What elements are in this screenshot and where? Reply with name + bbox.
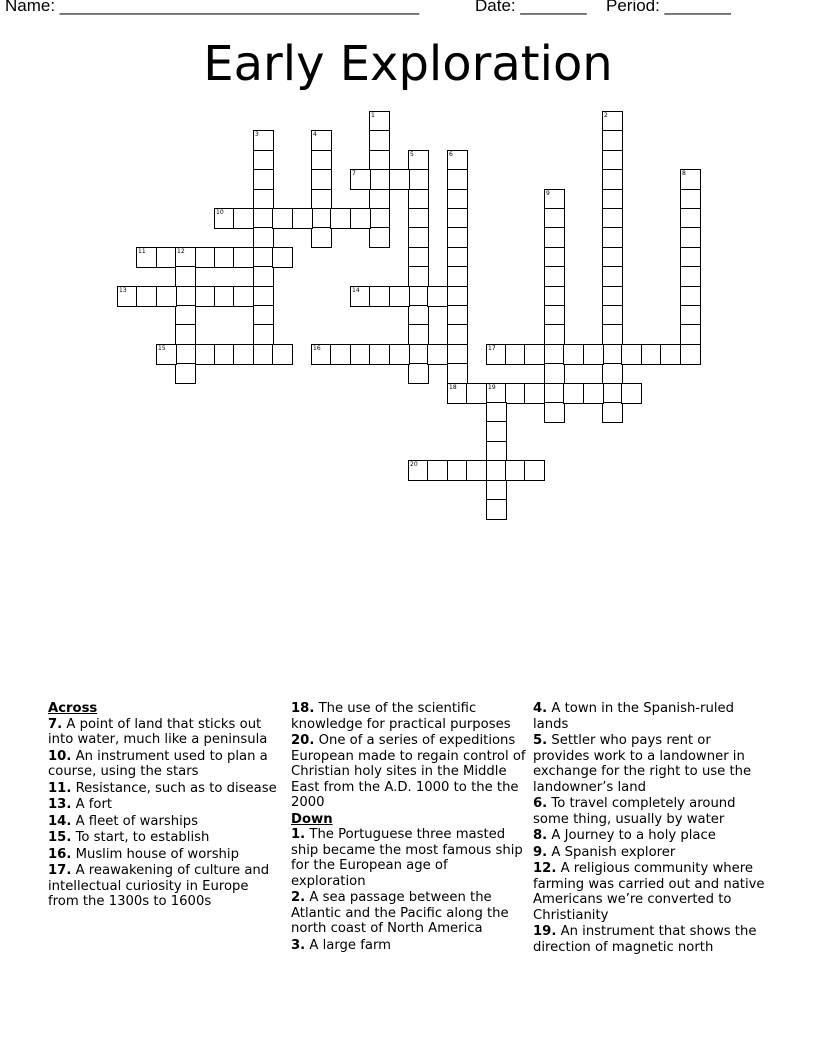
grid-cell[interactable] bbox=[253, 266, 274, 287]
grid-cell[interactable] bbox=[175, 266, 196, 287]
grid-cell[interactable] bbox=[389, 344, 410, 365]
grid-cell[interactable] bbox=[505, 344, 526, 365]
grid-cell[interactable] bbox=[524, 460, 545, 481]
grid-cell[interactable] bbox=[447, 324, 468, 345]
grid-cell[interactable] bbox=[369, 150, 390, 171]
grid-cell[interactable] bbox=[544, 324, 565, 345]
grid-cell[interactable] bbox=[583, 383, 604, 404]
clue-item: 13. A fort bbox=[48, 797, 113, 812]
clue-column-2 bbox=[291, 701, 526, 954]
grid-cell[interactable] bbox=[602, 169, 623, 190]
across-clues-list bbox=[48, 717, 278, 910]
grid-cell[interactable] bbox=[408, 344, 429, 365]
grid-cell[interactable] bbox=[602, 383, 623, 404]
clue-number: 6 bbox=[449, 151, 453, 158]
grid-cell[interactable] bbox=[427, 460, 448, 481]
grid-cell[interactable] bbox=[214, 208, 235, 229]
grid-cell[interactable] bbox=[389, 169, 410, 190]
grid-cell[interactable] bbox=[602, 305, 623, 326]
clue-number: 16 bbox=[313, 345, 321, 352]
grid-cell[interactable] bbox=[350, 169, 371, 190]
grid-cell[interactable] bbox=[233, 344, 254, 365]
grid-cell[interactable] bbox=[505, 383, 526, 404]
grid-cell[interactable] bbox=[621, 383, 642, 404]
grid-cell[interactable] bbox=[680, 227, 701, 248]
grid-cell[interactable] bbox=[447, 189, 468, 210]
grid-cell[interactable] bbox=[175, 324, 196, 345]
grid-cell[interactable] bbox=[253, 344, 274, 365]
grid-cell[interactable] bbox=[253, 130, 274, 151]
grid-cell[interactable] bbox=[602, 111, 623, 132]
grid-cell[interactable] bbox=[680, 247, 701, 268]
grid-cell[interactable] bbox=[408, 305, 429, 326]
grid-cell[interactable] bbox=[369, 130, 390, 151]
grid-cell[interactable] bbox=[680, 189, 701, 210]
grid-cell[interactable] bbox=[602, 247, 623, 268]
grid-cell[interactable] bbox=[311, 208, 332, 229]
grid-cell[interactable] bbox=[486, 460, 507, 481]
grid-cell[interactable] bbox=[680, 305, 701, 326]
clue-item: 19. An instrument that shows the direction of magnetic north bbox=[533, 924, 757, 955]
grid-cell[interactable] bbox=[544, 247, 565, 268]
grid-cell[interactable] bbox=[253, 150, 274, 171]
clue-number: 11 bbox=[138, 248, 146, 255]
grid-cell[interactable] bbox=[117, 286, 138, 307]
clue-number: 1 bbox=[371, 112, 375, 119]
grid-cell[interactable] bbox=[175, 286, 196, 307]
grid-cell[interactable] bbox=[214, 344, 235, 365]
grid-cell[interactable] bbox=[544, 363, 565, 384]
name-field[interactable]: Name: ______________________________________ bbox=[5, 0, 420, 15]
grid-cell[interactable] bbox=[544, 383, 565, 404]
clue-number: 9 bbox=[546, 190, 550, 197]
clue-item: 20. One of a series of expeditions European made to regain control of Christian holy sites in the Middle East from the A.D. 1000 to the the 2000 bbox=[291, 733, 526, 810]
grid-cell[interactable] bbox=[408, 363, 429, 384]
clue-number: 18 bbox=[449, 384, 457, 391]
grid-cell[interactable] bbox=[369, 344, 390, 365]
clue-item: 18. The use of the scientific knowledge for practical purposes bbox=[291, 701, 511, 732]
clue-number: 15 bbox=[158, 345, 166, 352]
grid-cell[interactable] bbox=[602, 344, 623, 365]
clue-number: 13 bbox=[119, 287, 127, 294]
down-clues-list bbox=[291, 827, 526, 953]
grid-cell[interactable] bbox=[408, 169, 429, 190]
clue-number: 7 bbox=[352, 170, 356, 177]
grid-cell[interactable] bbox=[602, 227, 623, 248]
grid-cell[interactable] bbox=[311, 169, 332, 190]
grid-cell[interactable] bbox=[175, 247, 196, 268]
grid-cell[interactable] bbox=[136, 247, 157, 268]
grid-cell[interactable] bbox=[447, 305, 468, 326]
grid-cell[interactable] bbox=[563, 344, 584, 365]
grid-cell[interactable] bbox=[486, 383, 507, 404]
grid-cell[interactable] bbox=[195, 247, 216, 268]
grid-cell[interactable] bbox=[447, 247, 468, 268]
grid-cell[interactable] bbox=[311, 130, 332, 151]
grid-cell[interactable] bbox=[447, 286, 468, 307]
grid-cell[interactable] bbox=[680, 286, 701, 307]
clue-item: 15. To start, to establish bbox=[48, 830, 210, 845]
grid-cell[interactable] bbox=[408, 266, 429, 287]
clue-number: 12 bbox=[177, 248, 185, 255]
clue-item: 11. Resistance, such as to disease bbox=[48, 780, 277, 796]
grid-cell[interactable] bbox=[233, 208, 254, 229]
grid-cell[interactable] bbox=[486, 421, 507, 442]
down-clues-continued bbox=[533, 701, 768, 955]
grid-cell[interactable] bbox=[486, 344, 507, 365]
across-clues-continued bbox=[291, 701, 526, 811]
grid-cell[interactable] bbox=[427, 344, 448, 365]
grid-cell[interactable] bbox=[447, 150, 468, 171]
clue-item: 17. A reawakening of culture and intellectual curiosity in Europe from the 1300s to 1600s bbox=[48, 863, 270, 909]
grid-cell[interactable] bbox=[195, 344, 216, 365]
clue-item: 9. A Spanish explorer bbox=[533, 844, 676, 860]
grid-cell[interactable] bbox=[486, 480, 507, 501]
grid-cell[interactable] bbox=[253, 189, 274, 210]
grid-cell[interactable] bbox=[447, 344, 468, 365]
grid-cell[interactable] bbox=[466, 460, 487, 481]
grid-cell[interactable] bbox=[408, 150, 429, 171]
clue-item: 16. Muslim house of worship bbox=[48, 846, 239, 862]
grid-cell[interactable] bbox=[389, 286, 410, 307]
clue-item: 10. An instrument used to plan a course, using the stars bbox=[48, 748, 268, 779]
grid-cell[interactable] bbox=[253, 247, 274, 268]
grid-cell[interactable] bbox=[447, 227, 468, 248]
grid-cell[interactable] bbox=[602, 286, 623, 307]
grid-cell[interactable] bbox=[680, 344, 701, 365]
grid-cell[interactable] bbox=[253, 208, 274, 229]
grid-cell[interactable] bbox=[136, 286, 157, 307]
grid-cell[interactable] bbox=[156, 344, 177, 365]
clue-number: 17 bbox=[488, 345, 496, 352]
grid-cell[interactable] bbox=[369, 208, 390, 229]
grid-cell[interactable] bbox=[602, 402, 623, 423]
date-field[interactable]: Date: _______ bbox=[475, 0, 587, 15]
grid-cell[interactable] bbox=[408, 286, 429, 307]
grid-cell[interactable] bbox=[544, 286, 565, 307]
grid-cell[interactable] bbox=[680, 266, 701, 287]
grid-cell[interactable] bbox=[466, 383, 487, 404]
grid-cell[interactable] bbox=[311, 227, 332, 248]
grid-cell[interactable] bbox=[660, 344, 681, 365]
grid-cell[interactable] bbox=[408, 208, 429, 229]
grid-cell[interactable] bbox=[544, 344, 565, 365]
clue-item: 2. A sea passage between the Atlantic and the Pacific along the north coast of North America bbox=[291, 890, 509, 936]
grid-cell[interactable] bbox=[253, 324, 274, 345]
grid-cell[interactable] bbox=[350, 286, 371, 307]
grid-cell[interactable] bbox=[408, 189, 429, 210]
clue-number: 19 bbox=[488, 384, 496, 391]
clue-number: 5 bbox=[410, 151, 414, 158]
grid-cell[interactable] bbox=[175, 344, 196, 365]
grid-cell[interactable] bbox=[311, 150, 332, 171]
grid-cell[interactable] bbox=[253, 305, 274, 326]
clue-number: 20 bbox=[410, 461, 418, 468]
grid-cell[interactable] bbox=[369, 111, 390, 132]
clue-item: 8. A Journey to a holy place bbox=[533, 828, 716, 843]
grid-cell[interactable] bbox=[447, 460, 468, 481]
down-heading: Down bbox=[291, 811, 333, 827]
grid-cell[interactable] bbox=[602, 324, 623, 345]
clue-number: 4 bbox=[313, 131, 317, 138]
grid-cell[interactable] bbox=[680, 208, 701, 229]
grid-cell[interactable] bbox=[369, 189, 390, 210]
clue-item: 4. A town in the Spanish-ruled lands bbox=[533, 701, 734, 732]
grid-cell[interactable] bbox=[486, 441, 507, 462]
period-field[interactable]: Period: _______ bbox=[606, 0, 731, 15]
grid-cell[interactable] bbox=[486, 402, 507, 423]
grid-cell[interactable] bbox=[156, 247, 177, 268]
clue-item: 1. The Portuguese three masted ship became the most famous ship for the European age of exploration bbox=[291, 827, 523, 889]
grid-cell[interactable] bbox=[330, 344, 351, 365]
grid-cell[interactable] bbox=[544, 266, 565, 287]
grid-cell[interactable] bbox=[272, 208, 293, 229]
grid-cell[interactable] bbox=[544, 208, 565, 229]
grid-cell[interactable] bbox=[602, 150, 623, 171]
grid-cell[interactable] bbox=[427, 286, 448, 307]
grid-cell[interactable] bbox=[621, 344, 642, 365]
clue-item: 7. A point of land that sticks out into water, much like a peninsula bbox=[48, 716, 268, 747]
grid-cell[interactable] bbox=[156, 286, 177, 307]
grid-cell[interactable] bbox=[195, 286, 216, 307]
grid-cell[interactable] bbox=[408, 324, 429, 345]
grid-cell[interactable] bbox=[408, 460, 429, 481]
grid-cell[interactable] bbox=[641, 344, 662, 365]
clue-item: 6. To travel completely around some thing, usually by water bbox=[533, 796, 736, 827]
grid-cell[interactable] bbox=[214, 247, 235, 268]
grid-cell[interactable] bbox=[447, 383, 468, 404]
clue-item: 14. A fleet of warships bbox=[48, 813, 199, 829]
grid-cell[interactable] bbox=[602, 130, 623, 151]
grid-cell[interactable] bbox=[214, 286, 235, 307]
across-heading: Across bbox=[48, 701, 98, 716]
clue-column-3 bbox=[533, 701, 768, 956]
grid-cell[interactable] bbox=[175, 305, 196, 326]
clue-number: 10 bbox=[216, 209, 224, 216]
grid-cell[interactable] bbox=[524, 383, 545, 404]
clue-item: 5. Settler who pays rent or provides work to a landowner in exchange for the right to use the landowner’s land bbox=[533, 733, 752, 795]
grid-cell[interactable] bbox=[524, 344, 545, 365]
grid-cell[interactable] bbox=[175, 363, 196, 384]
grid-cell[interactable] bbox=[272, 247, 293, 268]
grid-cell[interactable] bbox=[680, 324, 701, 345]
grid-cell[interactable] bbox=[369, 286, 390, 307]
grid-cell[interactable] bbox=[272, 344, 293, 365]
grid-cell[interactable] bbox=[253, 227, 274, 248]
clue-number: 14 bbox=[352, 287, 360, 294]
clue-column-1 bbox=[48, 701, 278, 911]
grid-cell[interactable] bbox=[369, 169, 390, 190]
grid-cell[interactable] bbox=[544, 189, 565, 210]
clue-number: 3 bbox=[255, 131, 259, 138]
grid-cell[interactable] bbox=[486, 499, 507, 520]
grid-cell[interactable] bbox=[563, 383, 584, 404]
grid-cell[interactable] bbox=[447, 208, 468, 229]
grid-cell[interactable] bbox=[311, 344, 332, 365]
clue-number: 2 bbox=[604, 112, 608, 119]
grid-cell[interactable] bbox=[253, 286, 274, 307]
grid-cell[interactable] bbox=[253, 169, 274, 190]
clue-item: 12. A religious community where farming was carried out and native Americans we’re converted to Christianity bbox=[533, 861, 765, 923]
grid-cell[interactable] bbox=[583, 344, 604, 365]
grid-cell[interactable] bbox=[602, 363, 623, 384]
grid-cell[interactable] bbox=[602, 208, 623, 229]
grid-cell[interactable] bbox=[544, 227, 565, 248]
grid-cell[interactable] bbox=[408, 227, 429, 248]
grid-cell[interactable] bbox=[602, 189, 623, 210]
grid-cell[interactable] bbox=[292, 208, 313, 229]
grid-cell[interactable] bbox=[680, 169, 701, 190]
grid-cell[interactable] bbox=[350, 208, 371, 229]
clue-item: 3. A large farm bbox=[291, 937, 391, 953]
grid-cell[interactable] bbox=[447, 266, 468, 287]
grid-cell[interactable] bbox=[602, 266, 623, 287]
grid-cell[interactable] bbox=[505, 460, 526, 481]
page-title: Early Exploration bbox=[203, 36, 613, 92]
grid-cell[interactable] bbox=[408, 247, 429, 268]
clue-number: 8 bbox=[682, 170, 686, 177]
grid-cell[interactable] bbox=[330, 208, 351, 229]
grid-cell[interactable] bbox=[233, 286, 254, 307]
grid-cell[interactable] bbox=[233, 247, 254, 268]
grid-cell[interactable] bbox=[311, 189, 332, 210]
grid-cell[interactable] bbox=[447, 169, 468, 190]
grid-cell[interactable] bbox=[544, 402, 565, 423]
grid-cell[interactable] bbox=[350, 344, 371, 365]
grid-cell[interactable] bbox=[544, 305, 565, 326]
grid-cell[interactable] bbox=[447, 363, 468, 384]
grid-cell[interactable] bbox=[369, 227, 390, 248]
